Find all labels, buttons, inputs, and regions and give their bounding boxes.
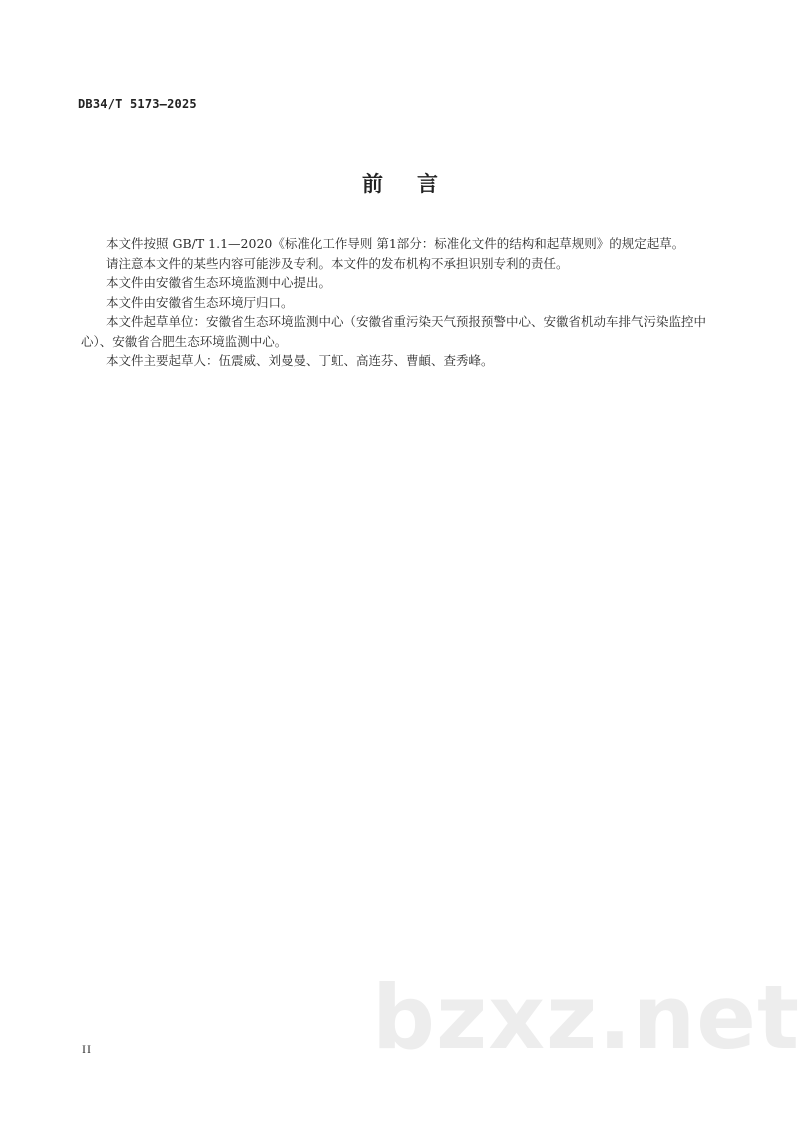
paragraph-drafting-units: 本文件起草单位：安徽省生态环境监测中心（安徽省重污染天气预报预警中心、安徽省机动车排气污染监控中心）、安徽省合肥生态环境监测中心。 (81, 314, 707, 349)
page-title: 前言 (362, 172, 472, 196)
watermark-logo: bzxz.net (372, 966, 800, 1069)
paragraph-proposer: 本文件由安徽省生态环境监测中心提出。 (106, 275, 332, 290)
paragraph-drafting-rules: 本文件按照 GB/T 1.1—2020《标准化工作导则 第1部分：标准化文件的结构和起草规则》的规定起草。 (106, 236, 685, 251)
paragraph-administrator: 本文件由安徽省生态环境厅归口。 (106, 294, 294, 310)
paragraph-patent-notice: 请注意本文件的某些内容可能涉及专利。本文件的发布机构不承担识别专利的责任。 (106, 255, 569, 271)
document-code: DB34/T 5173—2025 (78, 97, 197, 111)
foreword-body (81, 234, 721, 371)
paragraph-drafters: 本文件主要起草人：伍震威、刘曼曼、丁虹、高连芬、曹頔、查秀峰。 (106, 353, 494, 368)
page-number: II (82, 1042, 92, 1056)
